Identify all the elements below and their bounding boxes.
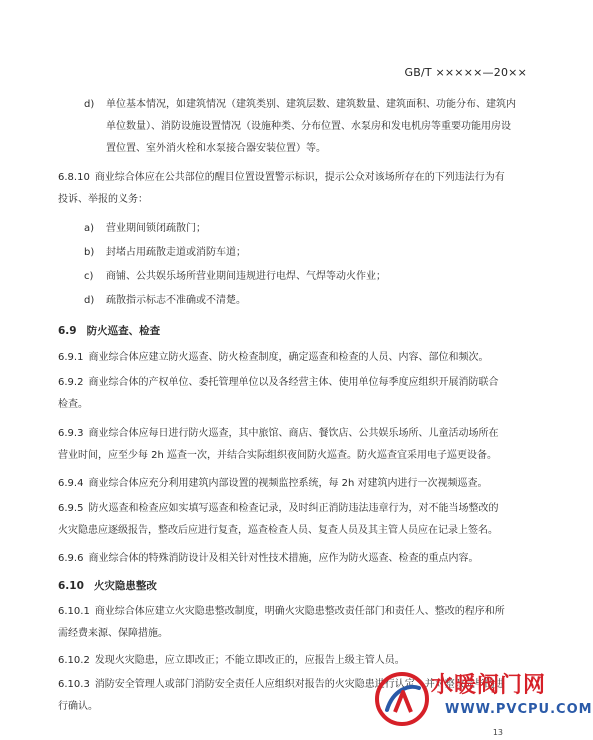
clause-6-9-3: [58, 423, 530, 445]
clause-6-9-1: [58, 347, 530, 369]
clause-6-9-5: [58, 498, 530, 520]
section-title: 火灾隐患整改: [93, 580, 157, 592]
list-item-c: [84, 266, 514, 288]
clause-number: 6.9.1: [58, 352, 84, 363]
clause-text-line1: 商业综合体应建立火灾隐患整改制度，明确火灾隐患整改责任部门和责任人、整改的程序和所: [94, 606, 505, 617]
clause-text-line1: 商业综合体的产权单位、委托管理单位以及各经营主体、使用单位每季度应组织开展消防联合: [88, 377, 499, 388]
clause-number: 6.9.4: [58, 478, 84, 489]
list-text: 疏散指示标志不准确或不清楚。: [106, 295, 246, 306]
clause-6-9-2: [58, 372, 530, 394]
list-text: 营业期间锁闭疏散门；: [106, 223, 206, 234]
clause-text-line2: 需经费来源、保障措施。: [58, 628, 168, 639]
clause-text-line2: 行确认。: [58, 701, 98, 712]
list-label: b): [84, 247, 95, 258]
list-text-line2: 单位数量）、消防设施设置情况（设施种类、分布位置、水泵房和发电机房等重要功能用房设: [106, 121, 511, 132]
clause-6-9-4: [58, 473, 530, 495]
watermark-site-url: WWW.PVCPU.COM: [445, 702, 593, 717]
list-item-a: [84, 218, 514, 240]
clause-text-line1: 商业综合体应充分利用建筑内部设置的视频监控系统，每 2h 对建筑内进行一次视频巡查。: [88, 478, 488, 489]
clause-text-line2: 火灾隐患应逐级报告，整改后应进行复查，巡查检查人员、复查人员及其主管人员应在记录上签名。: [58, 525, 498, 536]
clause-number: 6.10.2: [58, 655, 90, 666]
clause-text-line2: 营业时间，应至少每 2h 巡查一次，并结合实际组织夜间防火巡查。防火巡查宜采用电子巡更设备。: [58, 450, 498, 461]
watermark-site-name: 水暖阀门网: [431, 673, 547, 698]
list-text-line3: 置位置、室外消火栓和水泵接合器安装位置）等。: [106, 143, 326, 154]
clause-text-line1: 商业综合体应在公共部位的醒目位置设置警示标识，提示公众对该场所存在的下列违法行为有: [94, 172, 505, 183]
list-text: 商铺、公共娱乐场所营业期间违规进行电焊、气焊等动火作业；: [106, 271, 386, 282]
clause-6-8-10: [58, 167, 530, 189]
clause-text-line1: 发现火灾隐患，应立即改正；不能立即改正的，应报告上级主管人员。: [94, 655, 405, 666]
clause-number: 6.9.3: [58, 428, 84, 439]
list-text: 封堵占用疏散走道或消防车道；: [106, 247, 246, 258]
list-item-d-top: [84, 94, 514, 116]
list-label: d): [84, 99, 95, 110]
site-watermark: [373, 666, 593, 730]
section-heading-6-9: [58, 320, 160, 342]
clause-number: 6.9.2: [58, 377, 84, 388]
list-label: d): [84, 295, 95, 306]
clause-text-line1: 商业综合体应建立防火巡查、防火检查制度，确定巡查和检查的人员、内容、部位和频次。: [88, 352, 489, 363]
clause-number: 6.10.1: [58, 606, 90, 617]
clause-text-line1: 商业综合体应每日进行防火巡查，其中旅馆、商店、餐饮店、公共娱乐场所、儿童活动场所在: [88, 428, 499, 439]
section-number: 6.9: [58, 325, 77, 337]
clause-number: 6.9.6: [58, 553, 84, 564]
section-number: 6.10: [58, 580, 84, 592]
clause-text-line1: 消防安全管理人或部门消防安全责任人应组织对报告的火灾隐患进行认定，并对整改完毕的进: [94, 679, 505, 690]
clause-6-9-6: [58, 548, 530, 570]
list-label: a): [84, 223, 95, 234]
page-number: 13: [492, 728, 503, 737]
clause-number: 6.8.10: [58, 172, 90, 183]
clause-text-line2: 检查。: [58, 399, 88, 410]
section-heading-6-10: [58, 575, 157, 597]
pv-logo-icon: [373, 670, 431, 728]
section-title: 防火巡查、检查: [86, 325, 161, 337]
clause-text-line1: 防火巡查和检查应如实填写巡查和检查记录，及时纠正消防违法违章行为，对不能当场整改的: [88, 503, 499, 514]
list-label: c): [84, 271, 94, 282]
standard-code: GB/T ×××××—20××: [404, 66, 527, 79]
clause-text-line1: 商业综合体的特殊消防设计及相关针对性技术措施，应作为防火巡查、检查的重点内容。: [88, 553, 479, 564]
clause-text-line2: 投诉、举报的义务：: [58, 194, 148, 205]
list-text-line1: 单位基本情况，如建筑情况（建筑类别、建筑层数、建筑数量、建筑面积、功能分布、建筑内: [106, 99, 516, 110]
list-item-d: [84, 290, 514, 312]
clause-number: 6.10.3: [58, 679, 90, 690]
clause-6-10-1: [58, 601, 530, 623]
clause-number: 6.9.5: [58, 503, 84, 514]
list-item-b: [84, 242, 514, 264]
